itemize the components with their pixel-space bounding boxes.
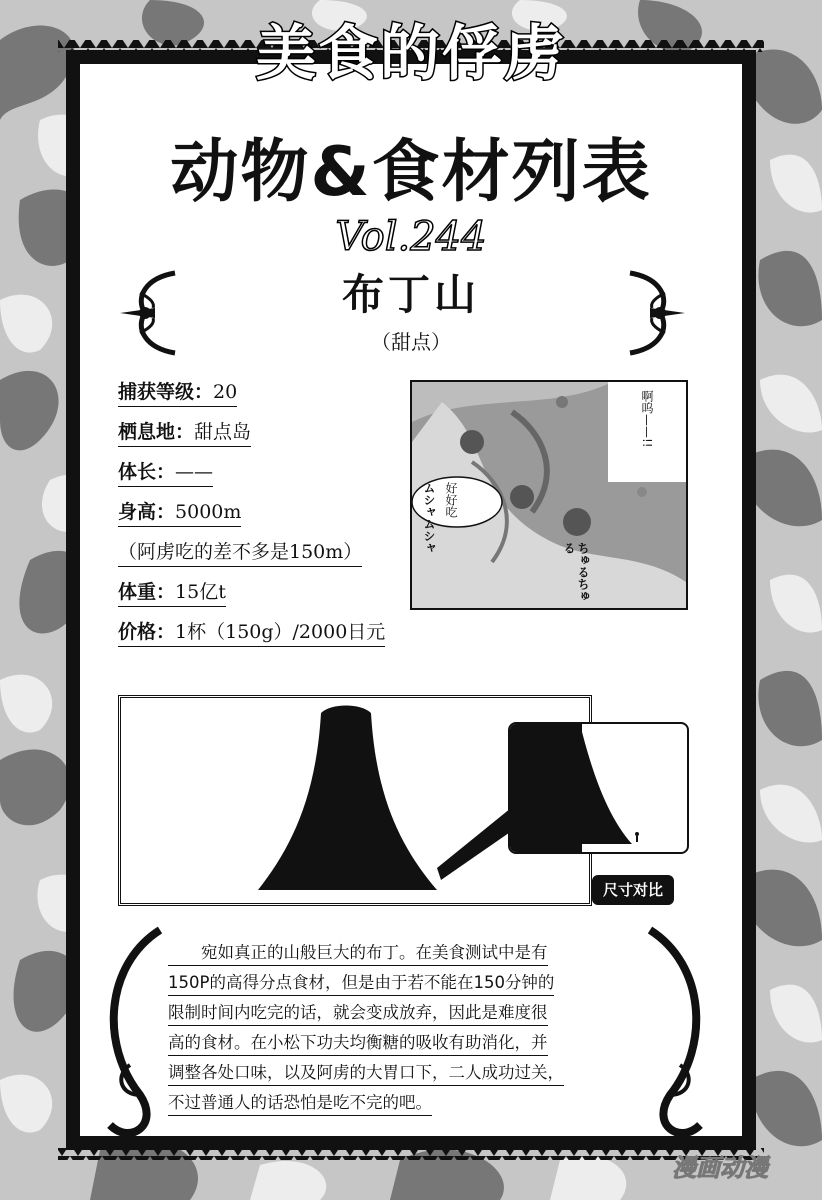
stat-price — [118, 619, 385, 647]
description-line: 调整各处口味，以及阿虏的大胃口下，二人成功过关， — [168, 1061, 564, 1086]
description-line: 宛如真正的山般巨大的布丁。在美食测试中是有 — [168, 941, 548, 966]
page-title: 动物&食材列表 — [170, 133, 652, 212]
stat-height — [118, 499, 241, 527]
sound-effect-2: ちゅるちゅる — [562, 542, 590, 602]
zoom-inset — [508, 722, 689, 854]
watermark-logo: 漫画动漫 — [672, 1154, 768, 1182]
food-category: （甜点） — [371, 330, 451, 354]
stat-key: 身高： — [118, 501, 176, 523]
description-line: 150P的高得分点食材，但是由于若不能在150分钟的 — [168, 971, 554, 996]
right-ornament-icon — [620, 268, 690, 358]
stat-value: 5000m — [175, 501, 242, 523]
stat-weight — [118, 579, 226, 607]
stat-value: 20 — [213, 381, 238, 403]
stat-value: 1杯（150g）/2000日元 — [175, 621, 386, 643]
description-line: 高的食材。在小松下功夫均衡糖的吸收有助消化，并 — [168, 1031, 548, 1056]
speech-bubble-1: 啊呜——!! — [640, 390, 654, 448]
stat-habitat — [118, 419, 251, 447]
stat-value: （阿虏吃的差不多是150m） — [118, 541, 363, 563]
left-swirl-ornament-icon — [100, 925, 170, 1155]
manga-illustration — [410, 380, 688, 610]
stat-key: 栖息地： — [118, 421, 195, 443]
stat-value: —— — [175, 461, 214, 483]
stat-value: 15亿t — [175, 581, 226, 603]
description-line: 不过普通人的话恐怕是吃不完的吧。 — [168, 1091, 432, 1116]
stat-length — [118, 459, 213, 487]
right-swirl-ornament-icon — [640, 925, 710, 1155]
description-line: 限制时间内吃完的话，就会变成放弃，因此是难度很 — [168, 1001, 548, 1026]
stat-capture-level — [118, 379, 237, 407]
stat-key: 体重： — [118, 581, 176, 603]
stat-key: 捕获等级： — [118, 381, 214, 403]
speech-bubble-2: 好好吃 — [444, 482, 458, 518]
left-ornament-icon — [115, 268, 185, 358]
stat-key: 体长： — [118, 461, 176, 483]
stat-value: 甜点岛 — [194, 421, 252, 443]
series-title: 美食的俘虏 — [256, 19, 566, 89]
stat-key: 价格： — [118, 621, 176, 643]
food-name: 布丁山 — [341, 270, 480, 319]
zoom-silhouette-image — [510, 724, 687, 852]
sound-effect-1: ムシャムシャ — [422, 482, 436, 554]
stat-height-note — [118, 539, 362, 567]
size-comparison-label: 尺寸对比 — [592, 875, 674, 905]
volume-number: Vol.244 — [335, 214, 487, 260]
